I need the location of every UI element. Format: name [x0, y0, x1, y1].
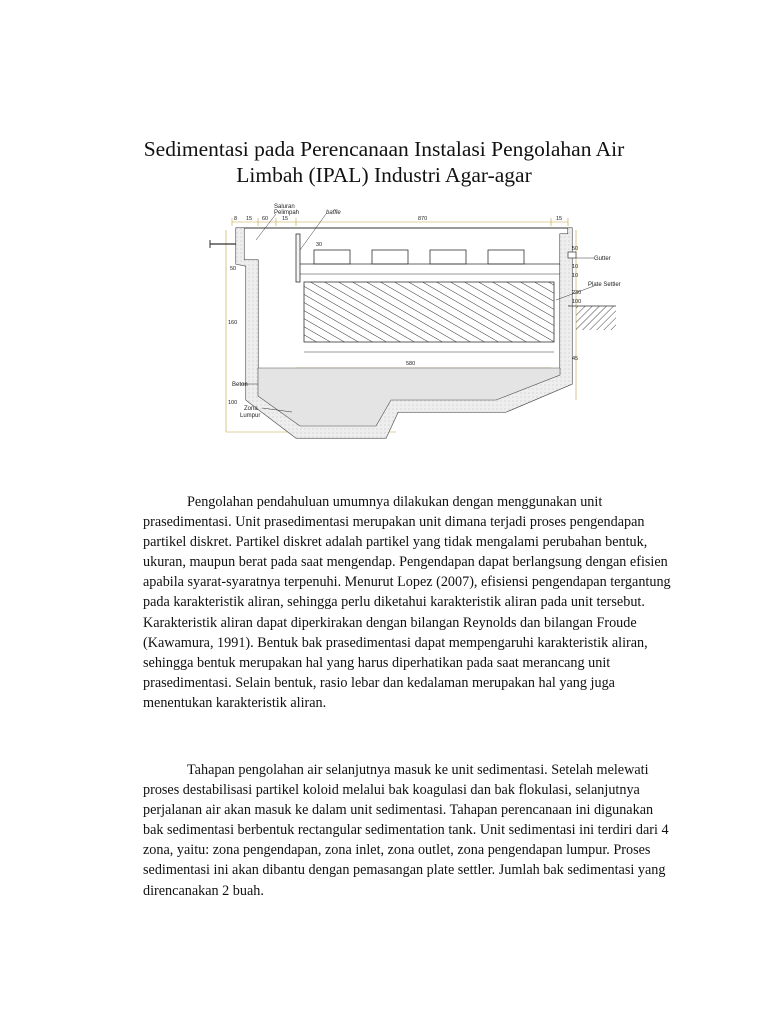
label-plate-settler: Plate Settler [588, 282, 621, 288]
dim-top-2: 15 [246, 216, 253, 222]
dim-right-2: 10 [572, 264, 579, 270]
label-lumpur: Lumpur [240, 413, 261, 419]
title-line-2: Limbah (IPAL) Industri Agar-agar [236, 163, 532, 187]
dim-top-3: 60 [262, 216, 269, 222]
sedimentation-tank-diagram [196, 200, 626, 460]
plate-settler [304, 282, 554, 342]
gutters [314, 250, 524, 264]
dim-top-right: 15 [556, 216, 563, 222]
gutter-outlet [568, 252, 576, 258]
paragraph-2-text: Tahapan pengolahan air selanjutnya masuk ke unit sedimentasi. Setelah melewati proses destabilisasi partikel koloid melalui bak koagulasi dan bak flokulasi, selanjutnya perjalanan air akan masuk ke dalam unit sedimentasi. Tahapan perencanaan ini digunakan bak sedimentasi berbentuk rectangular sedimentation tank. Unit sedimentasi ini terdiri dari 4 zona, yaitu: zona pengendapan, zona inlet, zona outlet, zona pengendapan lumpur. Proses sedimentasi ini akan dibantu dengan pemasangan plate settler. Jumlah bak sedimentasi yang direncanakan 2 buah. [143, 762, 669, 899]
dim-plate-settler: 230 [572, 290, 582, 296]
dim-right-4: 100 [572, 299, 582, 305]
label-saluran: Saluran [274, 204, 295, 210]
dim-mid-width: 580 [406, 361, 416, 367]
paragraph-1 [143, 492, 671, 713]
dim-left-top: 50 [230, 266, 237, 272]
dim-right-5: 45 [572, 356, 579, 362]
label-pelimpah: Pelimpah [274, 210, 300, 216]
dim-top-1: 8 [234, 216, 238, 222]
dim-sludge-depth: 100 [228, 400, 238, 406]
page-title [100, 136, 668, 188]
dim-left-height: 160 [228, 320, 238, 326]
dim-top-main: 870 [418, 216, 428, 222]
paragraph-1-text: Pengolahan pendahuluan umumnya dilakukan dengan menggunakan unit prasedimentasi. Unit prasedimentasi merupakan unit dimana terjadi proses pengendapan partikel diskret. Partikel diskret adalah partikel yang tidak mengalami perubahan bentuk, ukuran, maupun berat pada saat mengendap. Pengendapan dapat berlangsung dengan efisien apabila syarat-syaratnya terpenuhi. Menurut Lopez (2007), efisiensi pengendapan tergantung pada karakteristik aliran, sehingga perlu diketahui karakteristik aliran pada unit tersebut. Karakteristik aliran dapat diperkirakan dengan bilangan Reynolds dan bilangan Froude (Kawamura, 1991). Bentuk bak prasedimentasi dapat mempengaruhi karakteristik aliran, sehingga bentuk merupakan hal yang harus diperhatikan pada saat merancang unit prasedimentasi. Selain bentuk, rasio lebar dan kedalaman merupakan hal yang juga menentukan karakteristik aliran. [143, 494, 671, 711]
label-baffle: baffle [326, 210, 341, 216]
label-gutter: Gutter [594, 256, 611, 262]
label-beton: Beton [232, 382, 248, 388]
tank-cross-section-svg [196, 200, 626, 460]
dim-right-3: 10 [572, 273, 579, 279]
dim-right-1: 50 [572, 246, 579, 252]
ground-soil [576, 306, 616, 330]
paragraph-2 [143, 760, 671, 901]
dim-top-4: 15 [282, 216, 289, 222]
dim-gutter-spacing: 30 [316, 242, 323, 248]
baffle-wall [296, 234, 300, 282]
title-line-1: Sedimentasi pada Perencanaan Instalasi Pengolahan Air [143, 137, 625, 161]
label-zona: Zona [244, 406, 258, 412]
